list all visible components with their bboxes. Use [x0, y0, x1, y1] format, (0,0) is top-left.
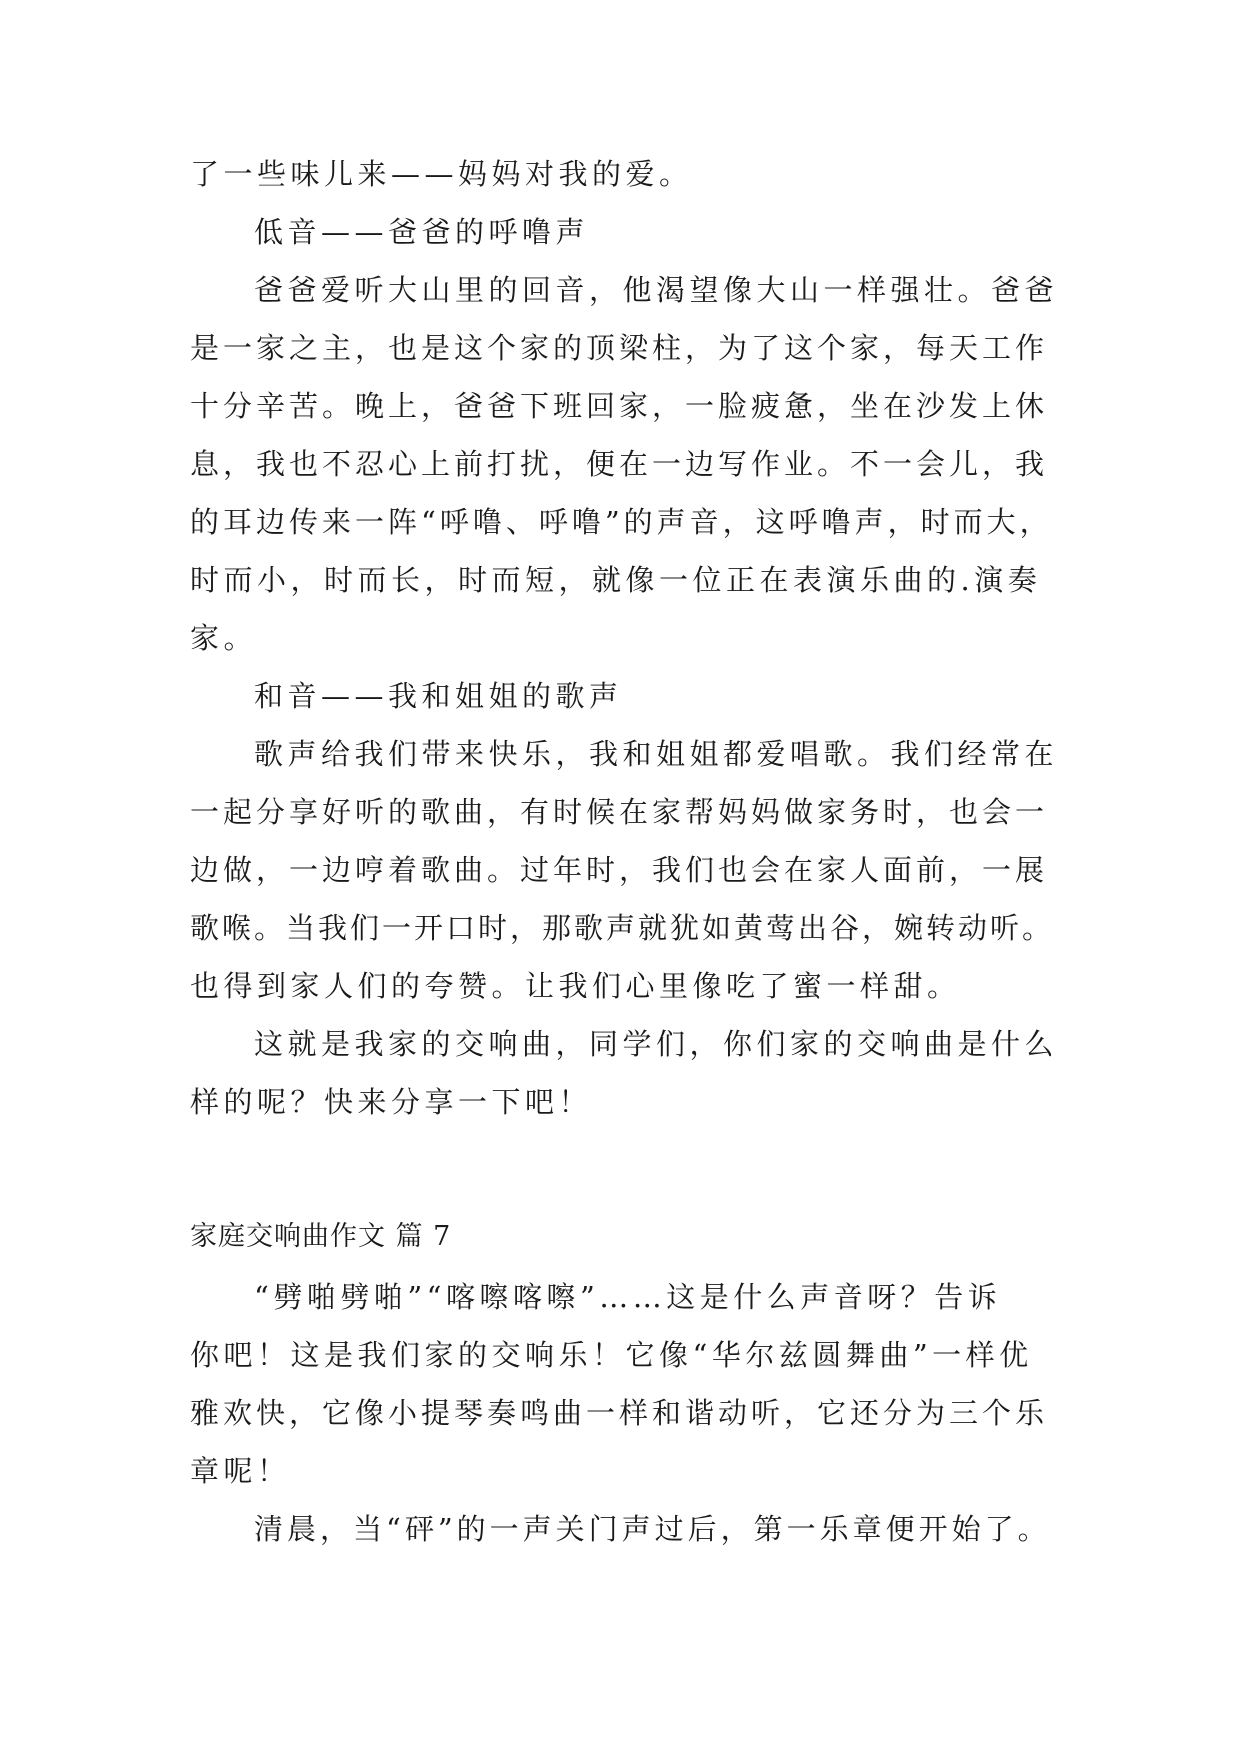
- paragraph-line: 了一些味儿来——妈妈对我的爱。: [190, 157, 693, 191]
- paragraph-line: 是一家之主，也是这个家的顶梁柱，为了这个家，每天工作: [190, 331, 1049, 365]
- paragraph-line: 歌声给我们带来快乐，我和姐姐都爱唱歌。我们经常在: [254, 737, 1059, 771]
- paragraph-line: 爸爸爱听大山里的回音，他渴望像大山一样强壮。爸爸: [254, 273, 1059, 307]
- paragraph-line: 十分辛苦。晚上，爸爸下班回家，一脸疲惫，坐在沙发上休: [190, 389, 1049, 423]
- paragraph-line: 清晨，当“砰”的一声关门声过后，第一乐章便开始了。: [254, 1512, 1051, 1546]
- paragraph-line: 家。: [190, 621, 258, 655]
- paragraph-line: 时而小，时而长，时而短，就像一位正在表演乐曲的.演奏: [190, 563, 1042, 597]
- paragraph-line: 边做，一边哼着歌曲。过年时，我们也会在家人面前，一展: [190, 853, 1049, 887]
- paragraph-line: 雅欢快，它像小提琴奏鸣曲一样和谐动听，它还分为三个乐: [190, 1396, 1049, 1430]
- paragraph-line: 歌喉。当我们一开口时，那歌声就犹如黄莺出谷，婉转动听。: [190, 911, 1055, 945]
- essay-body-part-1: [190, 145, 1060, 1131]
- paragraph-line: 也得到家人们的夸赞。让我们心里像吃了蜜一样甜。: [190, 969, 961, 1003]
- paragraph-line: 章呢！: [190, 1454, 291, 1488]
- paragraph-line: 你吧！这是我们家的交响乐！它像“华尔兹圆舞曲”一样优: [190, 1338, 1033, 1372]
- subheading-harmony: 和音——我和姐姐的歌声: [254, 679, 623, 713]
- paragraph-line: 样的呢？快来分享一下吧！: [190, 1085, 593, 1119]
- subheading-low-voice: 低音——爸爸的呼噜声: [254, 215, 590, 249]
- paragraph-line: “劈啪劈啪”“喀嚓喀嚓”……这是什么声音呀？告诉: [254, 1280, 1002, 1314]
- paragraph-line: 的耳边传来一阵“呼噜、呼噜”的声音，这呼噜声，时而大，: [190, 505, 1053, 539]
- section-heading: 家庭交响曲作文 篇 7: [190, 1221, 452, 1252]
- essay-body-part-2: [190, 1268, 1060, 1558]
- paragraph-line: 这就是我家的交响曲，同学们，你们家的交响曲是什么: [254, 1027, 1059, 1061]
- paragraph-line: 一起分享好听的歌曲，有时候在家帮妈妈做家务时，也会一: [190, 795, 1049, 829]
- paragraph-line: 息，我也不忍心上前打扰，便在一边写作业。不一会儿，我: [190, 447, 1049, 481]
